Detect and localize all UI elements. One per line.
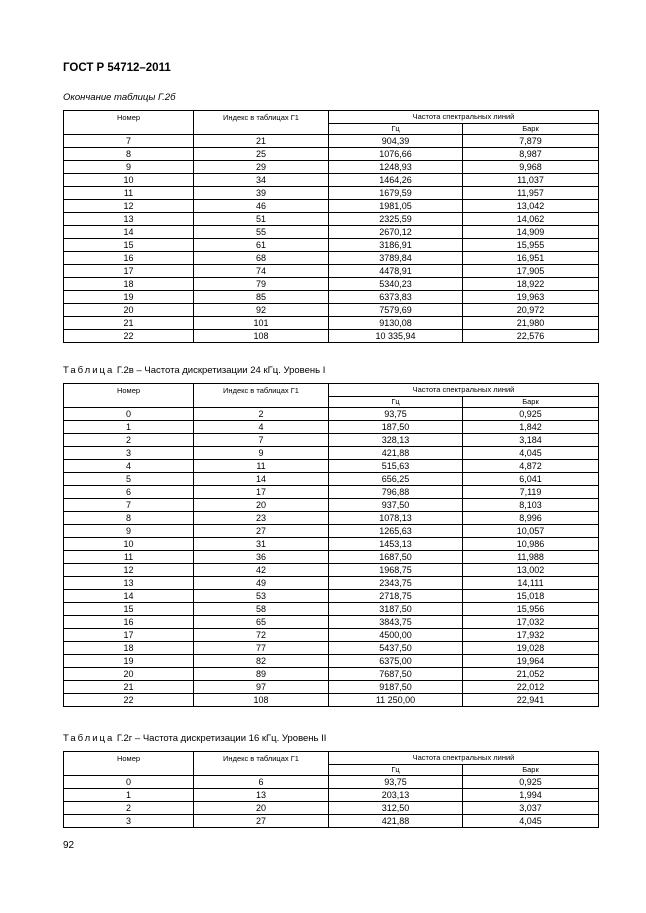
caption-text: Г.2в – Частота дискретизации 24 кГц. Уровень I [114, 365, 326, 376]
table-row [64, 815, 599, 828]
cell-number: 3 [64, 447, 194, 460]
cell-index: 61 [194, 239, 329, 252]
cell-hz: 187,50 [329, 421, 463, 434]
cell-number: 17 [64, 265, 194, 278]
cell-bark: 21,980 [463, 317, 599, 330]
cell-index: 20 [194, 499, 329, 512]
table-row [64, 408, 599, 421]
table-row [64, 681, 599, 694]
cell-bark: 11,037 [463, 174, 599, 187]
cell-bark: 1,842 [463, 421, 599, 434]
cell-number: 12 [64, 200, 194, 213]
cell-bark: 13,042 [463, 200, 599, 213]
header-bark: Барк [463, 765, 599, 776]
cell-number: 19 [64, 655, 194, 668]
table-row [64, 278, 599, 291]
cell-bark: 17,032 [463, 616, 599, 629]
page-number: 92 [63, 840, 75, 851]
table-row [64, 148, 599, 161]
cell-bark: 1,994 [463, 789, 599, 802]
cell-number: 13 [64, 577, 194, 590]
table-row [64, 226, 599, 239]
cell-index: 6 [194, 776, 329, 789]
header-frequency: Частота спектральных линий [329, 384, 599, 397]
cell-index: 23 [194, 512, 329, 525]
cell-bark: 18,922 [463, 278, 599, 291]
table-row [64, 317, 599, 330]
cell-index: 55 [194, 226, 329, 239]
cell-index: 17 [194, 486, 329, 499]
cell-index: 25 [194, 148, 329, 161]
cell-bark: 14,111 [463, 577, 599, 590]
cell-index: 82 [194, 655, 329, 668]
cell-number: 6 [64, 486, 194, 499]
cell-hz: 656,25 [329, 473, 463, 486]
header-frequency: Частота спектральных линий [329, 111, 599, 124]
cell-bark: 19,963 [463, 291, 599, 304]
cell-hz: 421,88 [329, 447, 463, 460]
table-row [64, 512, 599, 525]
cell-bark: 19,964 [463, 655, 599, 668]
cell-number: 0 [64, 408, 194, 421]
cell-hz: 1679,59 [329, 187, 463, 200]
cell-bark: 14,062 [463, 213, 599, 226]
cell-hz: 1687,50 [329, 551, 463, 564]
cell-index: 58 [194, 603, 329, 616]
cell-index: 21 [194, 135, 329, 148]
header-hz: Гц [329, 765, 463, 776]
cell-bark: 7,879 [463, 135, 599, 148]
cell-hz: 93,75 [329, 776, 463, 789]
table-row [64, 291, 599, 304]
cell-index: 74 [194, 265, 329, 278]
cell-index: 46 [194, 200, 329, 213]
table-row [64, 525, 599, 538]
cell-bark: 21,052 [463, 668, 599, 681]
cell-bark: 10,986 [463, 538, 599, 551]
cell-bark: 22,941 [463, 694, 599, 707]
cell-index: 39 [194, 187, 329, 200]
cell-number: 0 [64, 776, 194, 789]
cell-hz: 7687,50 [329, 668, 463, 681]
cell-number: 21 [64, 681, 194, 694]
table-row [64, 330, 599, 343]
cell-number: 20 [64, 668, 194, 681]
cell-index: 97 [194, 681, 329, 694]
header-number: Номер [64, 111, 194, 135]
table-row [64, 434, 599, 447]
header-number: Номер [64, 384, 194, 408]
cell-bark: 16,951 [463, 252, 599, 265]
cell-bark: 22,576 [463, 330, 599, 343]
table-row [64, 694, 599, 707]
cell-bark: 22,012 [463, 681, 599, 694]
document-header: ГОСТ Р 54712–2011 [63, 62, 171, 74]
table-row [64, 802, 599, 815]
cell-bark: 8,103 [463, 499, 599, 512]
table-row [64, 486, 599, 499]
cell-number: 10 [64, 174, 194, 187]
cell-number: 10 [64, 538, 194, 551]
cell-bark: 4,045 [463, 447, 599, 460]
cell-index: 53 [194, 590, 329, 603]
cell-number: 14 [64, 226, 194, 239]
table-row [64, 239, 599, 252]
cell-bark: 14,909 [463, 226, 599, 239]
cell-index: 42 [194, 564, 329, 577]
cell-hz: 1453,13 [329, 538, 463, 551]
cell-bark: 19,028 [463, 642, 599, 655]
cell-index: 34 [194, 174, 329, 187]
table-row [64, 538, 599, 551]
cell-index: 49 [194, 577, 329, 590]
cell-hz: 1265,63 [329, 525, 463, 538]
cell-index: 27 [194, 525, 329, 538]
cell-hz: 515,63 [329, 460, 463, 473]
header-hz: Гц [329, 397, 463, 408]
cell-number: 13 [64, 213, 194, 226]
cell-hz: 2343,75 [329, 577, 463, 590]
cell-number: 1 [64, 789, 194, 802]
cell-index: 20 [194, 802, 329, 815]
cell-index: 51 [194, 213, 329, 226]
cell-number: 2 [64, 434, 194, 447]
caption-word: Таблица [63, 733, 115, 744]
cell-bark: 9,968 [463, 161, 599, 174]
cell-number: 1 [64, 421, 194, 434]
cell-index: 72 [194, 629, 329, 642]
cell-hz: 328,13 [329, 434, 463, 447]
cell-number: 9 [64, 161, 194, 174]
cell-hz: 2670,12 [329, 226, 463, 239]
cell-hz: 93,75 [329, 408, 463, 421]
table-row [64, 789, 599, 802]
cell-number: 8 [64, 148, 194, 161]
table-row [64, 200, 599, 213]
cell-index: 2 [194, 408, 329, 421]
cell-number: 16 [64, 616, 194, 629]
table-row [64, 473, 599, 486]
table-row [64, 447, 599, 460]
cell-bark: 6,041 [463, 473, 599, 486]
cell-bark: 0,925 [463, 408, 599, 421]
cell-bark: 3,037 [463, 802, 599, 815]
cell-index: 11 [194, 460, 329, 473]
cell-number: 7 [64, 135, 194, 148]
cell-index: 27 [194, 815, 329, 828]
cell-index: 85 [194, 291, 329, 304]
cell-hz: 796,88 [329, 486, 463, 499]
cell-number: 20 [64, 304, 194, 317]
data-table [63, 751, 599, 828]
table-caption [63, 733, 326, 744]
cell-hz: 10 335,94 [329, 330, 463, 343]
table-row [64, 564, 599, 577]
cell-hz: 3186,91 [329, 239, 463, 252]
data-table [63, 383, 599, 707]
cell-index: 108 [194, 694, 329, 707]
cell-index: 9 [194, 447, 329, 460]
table-row [64, 174, 599, 187]
cell-index: 101 [194, 317, 329, 330]
caption-word: Таблица [63, 365, 115, 376]
cell-number: 7 [64, 499, 194, 512]
cell-number: 2 [64, 802, 194, 815]
cell-index: 65 [194, 616, 329, 629]
cell-number: 5 [64, 473, 194, 486]
cell-hz: 937,50 [329, 499, 463, 512]
cell-index: 31 [194, 538, 329, 551]
cell-index: 89 [194, 668, 329, 681]
cell-number: 22 [64, 330, 194, 343]
cell-index: 29 [194, 161, 329, 174]
cell-index: 68 [194, 252, 329, 265]
table-caption: Окончание таблицы Г.2б [63, 92, 176, 103]
table-row [64, 265, 599, 278]
table-row [64, 616, 599, 629]
cell-bark: 15,955 [463, 239, 599, 252]
cell-bark: 15,956 [463, 603, 599, 616]
cell-index: 79 [194, 278, 329, 291]
cell-hz: 203,13 [329, 789, 463, 802]
cell-number: 18 [64, 642, 194, 655]
cell-index: 13 [194, 789, 329, 802]
cell-number: 11 [64, 551, 194, 564]
caption-text: Г.2г – Частота дискретизации 16 кГц. Уровень II [114, 733, 327, 744]
cell-bark: 10,057 [463, 525, 599, 538]
table-row [64, 655, 599, 668]
cell-hz: 5437,50 [329, 642, 463, 655]
cell-number: 4 [64, 460, 194, 473]
header-frequency: Частота спектральных линий [329, 752, 599, 765]
cell-number: 12 [64, 564, 194, 577]
cell-hz: 1078,13 [329, 512, 463, 525]
cell-hz: 7579,69 [329, 304, 463, 317]
table-row [64, 252, 599, 265]
cell-bark: 8,987 [463, 148, 599, 161]
table-row [64, 642, 599, 655]
cell-number: 17 [64, 629, 194, 642]
header-index: Индекс в таблицах Г1 [194, 752, 329, 776]
cell-bark: 20,972 [463, 304, 599, 317]
cell-hz: 3789,84 [329, 252, 463, 265]
cell-hz: 3843,75 [329, 616, 463, 629]
table-row [64, 421, 599, 434]
header-index: Индекс в таблицах Г1 [194, 111, 329, 135]
cell-bark: 15,018 [463, 590, 599, 603]
cell-hz: 2718,75 [329, 590, 463, 603]
table-row [64, 161, 599, 174]
cell-hz: 11 250,00 [329, 694, 463, 707]
cell-bark: 13,002 [463, 564, 599, 577]
cell-bark: 0,925 [463, 776, 599, 789]
cell-index: 36 [194, 551, 329, 564]
cell-number: 9 [64, 525, 194, 538]
cell-hz: 3187,50 [329, 603, 463, 616]
cell-bark: 4,872 [463, 460, 599, 473]
cell-number: 18 [64, 278, 194, 291]
cell-hz: 1981,05 [329, 200, 463, 213]
table-row [64, 304, 599, 317]
table-caption [63, 365, 325, 376]
table-row [64, 213, 599, 226]
cell-hz: 4500,00 [329, 629, 463, 642]
table-row [64, 460, 599, 473]
cell-hz: 6373,83 [329, 291, 463, 304]
table-row [64, 499, 599, 512]
cell-index: 7 [194, 434, 329, 447]
cell-number: 19 [64, 291, 194, 304]
table-row [64, 776, 599, 789]
table-row [64, 577, 599, 590]
cell-number: 14 [64, 590, 194, 603]
cell-bark: 17,932 [463, 629, 599, 642]
cell-bark: 17,905 [463, 265, 599, 278]
cell-index: 92 [194, 304, 329, 317]
cell-number: 22 [64, 694, 194, 707]
cell-hz: 312,50 [329, 802, 463, 815]
cell-hz: 5340,23 [329, 278, 463, 291]
cell-number: 3 [64, 815, 194, 828]
cell-hz: 1968,75 [329, 564, 463, 577]
cell-number: 21 [64, 317, 194, 330]
header-bark: Барк [463, 397, 599, 408]
cell-bark: 3,184 [463, 434, 599, 447]
cell-hz: 4478,91 [329, 265, 463, 278]
cell-index: 108 [194, 330, 329, 343]
cell-index: 14 [194, 473, 329, 486]
cell-hz: 2325,59 [329, 213, 463, 226]
cell-index: 77 [194, 642, 329, 655]
cell-hz: 1076,66 [329, 148, 463, 161]
cell-index: 4 [194, 421, 329, 434]
cell-hz: 9187,50 [329, 681, 463, 694]
table-row [64, 187, 599, 200]
table-row [64, 668, 599, 681]
cell-hz: 9130,08 [329, 317, 463, 330]
header-hz: Гц [329, 124, 463, 135]
cell-hz: 904,39 [329, 135, 463, 148]
cell-hz: 421,88 [329, 815, 463, 828]
table-row [64, 551, 599, 564]
cell-bark: 7,119 [463, 486, 599, 499]
cell-hz: 1464,26 [329, 174, 463, 187]
table-row [64, 603, 599, 616]
header-number: Номер [64, 752, 194, 776]
table-row [64, 590, 599, 603]
cell-hz: 1248,93 [329, 161, 463, 174]
cell-bark: 11,988 [463, 551, 599, 564]
cell-number: 15 [64, 239, 194, 252]
cell-bark: 4,045 [463, 815, 599, 828]
cell-bark: 8,996 [463, 512, 599, 525]
cell-number: 15 [64, 603, 194, 616]
table-row [64, 629, 599, 642]
cell-bark: 11,957 [463, 187, 599, 200]
header-index: Индекс в таблицах Г1 [194, 384, 329, 408]
cell-number: 11 [64, 187, 194, 200]
cell-number: 16 [64, 252, 194, 265]
table-row [64, 135, 599, 148]
data-table [63, 110, 599, 343]
cell-number: 8 [64, 512, 194, 525]
cell-hz: 6375,00 [329, 655, 463, 668]
header-bark: Барк [463, 124, 599, 135]
